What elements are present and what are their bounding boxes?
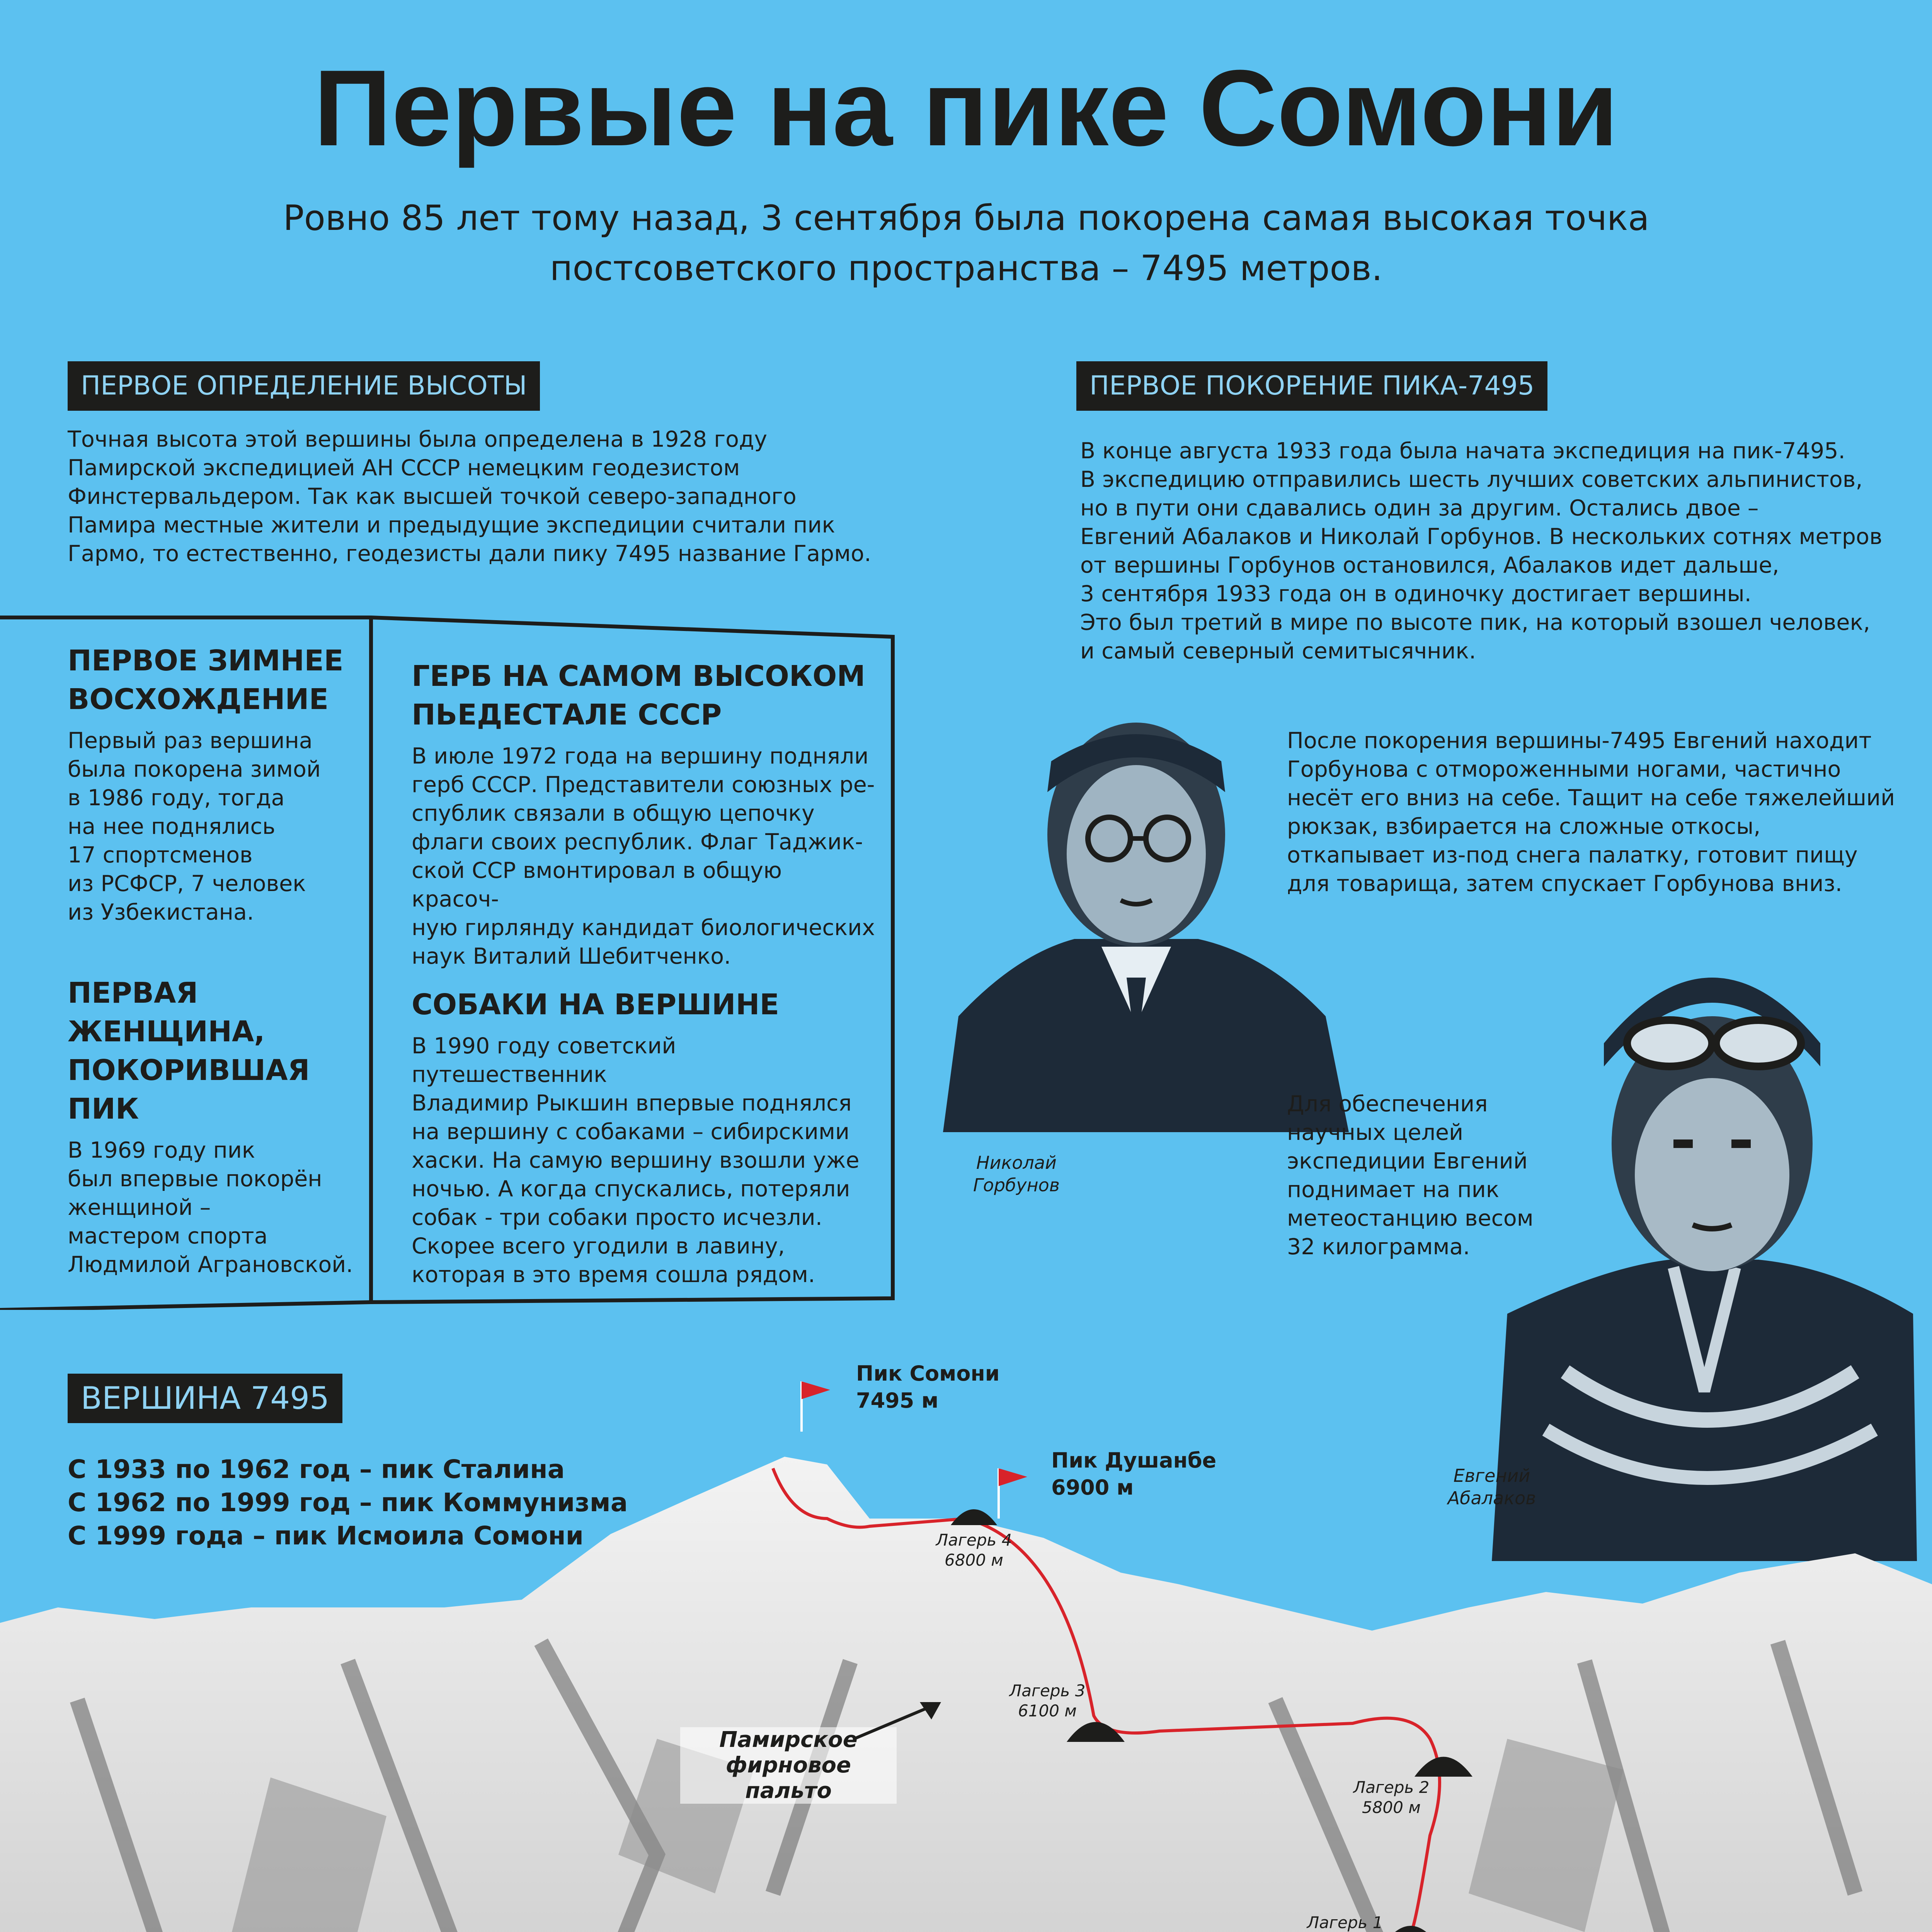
gorbunov-caption [943,1151,1090,1196]
heading-line: ЖЕНЩИНА, [68,1015,265,1048]
woman-section [68,974,369,1279]
text-line: Гармо, то естественно, геодезисты дали пику 7495 название Гармо. [68,541,872,566]
text-line: 17 спортсменов [68,842,253,868]
heading-line: ПЕРВАЯ [68,976,198,1010]
label-line: Лагерь 1 [1307,1913,1383,1932]
heading-line: ПИК [68,1092,139,1126]
text-line: наук Виталий Шебитченко. [412,944,731,969]
subtitle-line: постсоветского пространства – 7495 метров. [550,248,1383,289]
text-line: Точная высота этой вершины была определена в 1928 году [68,427,768,452]
summit-tag: ВЕРШИНА 7495 [68,1374,342,1423]
dogs-heading: СОБАКИ НА ВЕРШИНЕ [412,988,780,1021]
heading-line: ПЬЕДЕСТАЛЕ СССР [412,698,722,731]
text-line: из РСФСР, 7 человек [68,871,306,896]
text-line: Людмилой Аграновской. [68,1252,353,1277]
subtitle-line: Ровно 85 лет тому назад, 3 сентября была покорена самая высокая точка [283,198,1649,238]
text-line: которая в это время сошла рядом. [412,1262,815,1287]
text-line: экспедиции Евгений [1287,1148,1528,1174]
summit-name-line: С 1962 по 1999 год – пик Коммунизма [68,1488,628,1517]
camp4-label [920,1530,1028,1570]
text-line: Горбунова с отмороженными ногами, частично [1287,757,1841,782]
text-line: женщиной – [68,1195,211,1220]
text-line: мастером спорта [68,1223,268,1249]
woman-text [68,1136,369,1279]
text-line: поднимает на пик [1287,1177,1500,1202]
text-line: После покорения вершины-7495 Евгений находит [1287,728,1872,753]
label-line: Лагерь 2 [1353,1778,1430,1797]
label-line: 6800 м [945,1551,1003,1570]
text-line: на вершину с собаками – сибирскими [412,1119,849,1145]
first-ascent-tag: ПЕРВОЕ ПОКОРЕНИЕ ПИКА-7495 [1076,361,1547,411]
somoni-flag-icon [796,1378,831,1432]
text-line: на нее поднялись [68,814,276,839]
heading-line: ГЕРБ НА САМОМ ВЫСОКОМ [412,660,865,693]
winter-text [68,726,361,927]
text-line: научных целей [1287,1120,1464,1145]
label-line: Пик Душанбе [1051,1448,1217,1473]
dogs-section [412,985,875,1289]
label-line: 6100 м [1018,1701,1077,1720]
label-line: 5800 м [1362,1798,1421,1817]
label-line: 7495 м [856,1388,939,1413]
text-line: собак - три собаки просто исчезли. [412,1205,822,1230]
label-line: Памирское [719,1727,858,1752]
text-line: Владимир Рыкшин впервые поднялся [412,1090,852,1116]
text-line: Это был третий в мире по высоте пик, на который взошел человек, [1080,610,1870,635]
text-line: Первый раз вершина [68,728,313,753]
text-line: Памирской экспедицией АН СССР немецким геодезистом [68,455,740,481]
text-line: спублик связали в общую цепочку [412,801,815,826]
dogs-text [412,1032,875,1289]
caption-line: Евгений [1453,1465,1530,1486]
text-line: но в пути они сдавались один за другим. Остались двое – [1080,495,1759,521]
camp4-tent-icon [951,1501,997,1525]
label-line: фирновое пальто [726,1753,851,1803]
first-ascent-text [1080,437,1892,665]
text-line: Скорее всего угодили в лавину, [412,1233,785,1259]
text-line: в 1986 году, тогда [68,785,285,811]
text-line: 32 килограмма. [1287,1234,1470,1260]
text-line: из Узбекистана. [68,900,254,925]
text-line: и самый северный семитысячник. [1080,638,1476,664]
dushanbe-flag-icon [993,1464,1028,1519]
text-line: для товарища, затем спускает Горбунова вниз. [1287,871,1842,896]
firn-arrow-icon [850,1700,943,1743]
summit-names [68,1453,628,1553]
camp2-label [1337,1777,1445,1818]
camp1-label [1291,1913,1399,1932]
text-line: рюкзак, взбирается на сложные откосы, [1287,814,1761,839]
text-line: герб СССР. Представители союзных ре- [412,772,875,798]
first-height-tag: ПЕРВОЕ ОПРЕДЕЛЕНИЕ ВЫСОТЫ [68,361,540,411]
emblem-heading [412,657,875,734]
text-line: В экспедицию отправились шесть лучших советских альпинистов, [1080,467,1863,492]
peak-somoni-label [856,1360,1000,1414]
emblem-text [412,742,875,971]
text-line: откапывает из-под снега палатку, готовит пищу [1287,842,1858,868]
heading-line: ВОСХОЖДЕНИЕ [68,683,329,716]
caption-line: Горбунов [973,1175,1060,1196]
peak-dushanbe-label [1051,1447,1216,1501]
text-line: ную гирлянду кандидат биологических [412,915,875,940]
woman-heading [68,974,369,1128]
text-line: флаги своих республик. Флаг Таджик- [412,829,863,855]
camp2-tent-icon [1415,1747,1472,1777]
text-line: был впервые покорён [68,1166,322,1192]
label-line: Лагерь 4 [936,1531,1012,1549]
camp3-label [993,1681,1101,1721]
text-line: Евгений Абалаков и Николай Горбунов. В нескольких сотнях метров [1080,524,1883,549]
caption-line: Абалаков [1447,1488,1536,1509]
first-height-text [68,425,957,568]
text-line: Для обеспечения [1287,1091,1488,1117]
heading-line: ПОКОРИВШАЯ [68,1054,310,1087]
rescue-text [1287,726,1913,898]
label-line: Пик Сомони [856,1361,1000,1386]
text-line: была покорена зимой [68,757,321,782]
label-line: Лагерь 3 [1009,1681,1086,1700]
summit-name-line: С 1999 года – пик Исмоила Сомони [68,1521,584,1551]
heading-line: ПЕРВОЕ ЗИМНЕЕ [68,644,344,677]
text-line: Памира местные жители и предыдущие экспедиции считали пик [68,512,835,538]
text-line: ской ССР вмонтировал в общую красоч- [412,858,782,912]
text-line: от вершины Горбунов остановился, Абалаков идет дальше, [1080,553,1779,578]
text-line: несёт его вниз на себе. Тащит на себе тяжелейший [1287,785,1895,811]
summit-name-line: С 1933 по 1962 год – пик Сталина [68,1454,565,1484]
text-line: В 1969 году пик [68,1138,255,1163]
page-title: Первые на пике Сомони [313,48,1619,168]
text-line: ночью. А когда спускались, потеряли [412,1176,850,1202]
emblem-section [412,657,875,971]
text-line: метеостанцию весом [1287,1206,1534,1231]
text-line: В 1990 году советский путешественник [412,1033,676,1087]
page-subtitle [193,193,1739,294]
text-line: Финстервальдером. Так как высшей точкой северо-западного [68,484,797,509]
caption-line: Николай [976,1152,1057,1173]
text-line: 3 сентября 1933 года он в одиночку достигает вершины. [1080,581,1752,607]
text-line: хаски. На самую вершину взошли уже [412,1148,860,1173]
winter-section [68,641,361,927]
winter-heading [68,641,361,719]
text-line: В июле 1972 года на вершину подняли [412,743,869,769]
text-line: В конце августа 1933 года была начата экспедиция на пик-7495. [1080,438,1845,464]
label-line: 6900 м [1051,1475,1134,1500]
weather-station-text [1287,1090,1596,1261]
